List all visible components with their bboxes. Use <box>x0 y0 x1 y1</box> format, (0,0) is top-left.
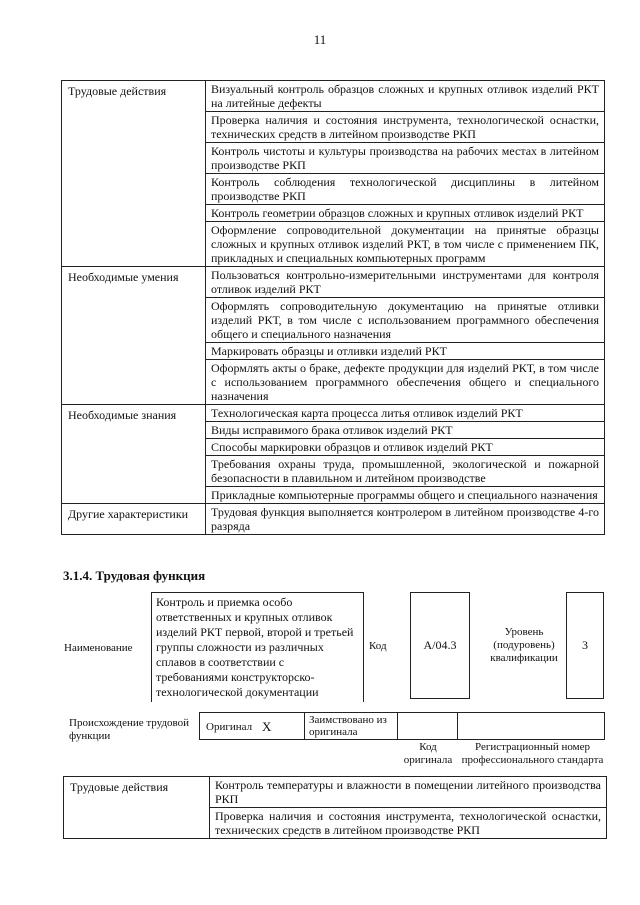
origin-row <box>199 712 605 740</box>
function-name-box: Контроль и приемка особо ответственных и крупных отливок изделий РКТ первой, второй и третьей группы сложности из различных сплавов в соответствии с требованиями конструкторско-технологической документации <box>151 592 364 702</box>
labor-function-table <box>61 80 605 535</box>
table-row <box>62 267 605 405</box>
table-row <box>62 504 605 535</box>
labor-function-table-2 <box>63 776 607 839</box>
row-label: Трудовые действия <box>70 780 169 794</box>
table-row <box>62 81 605 267</box>
code-value: A/04.3 <box>423 638 457 652</box>
list-item: Контроль температуры и влажности в помещении литейного производства РКП <box>210 777 606 808</box>
name-label: Наименование <box>64 642 133 654</box>
row-label: Другие характеристики <box>68 507 189 521</box>
list-item: Контроль геометрии образцов сложных и крупных отливок изделий РКТ <box>206 205 604 222</box>
list-item: Оформлять сопроводительную документацию на принятые отливки изделий РКТ, в том числе с использованием программного обеспечения общего и специального назначения <box>206 298 604 343</box>
list-item: Контроль соблюдения технологической дисциплины в литейном производстве РКП <box>206 174 604 205</box>
section-heading: 3.1.4. Трудовая функция <box>63 568 206 583</box>
row-label: Необходимые знания <box>68 408 177 422</box>
row-label: Необходимые умения <box>68 270 179 284</box>
list-item: Визуальный контроль образцов сложных и крупных отливок изделий РКТ на литейные дефекты <box>206 81 604 112</box>
table-row <box>64 777 607 839</box>
original-label: Оригинал <box>206 721 253 733</box>
list-item: Проверка наличия и состояния инструмента, технологической оснастки, технических средств в литейном производстве РКП <box>206 112 604 143</box>
origin-divider-1 <box>304 712 305 740</box>
borrowed-label: Заимствовано из оригинала <box>309 714 387 738</box>
list-item: Проверка наличия и состояния инструмента, технологической оснастки, технических средств в литейном производстве РКП <box>215 809 601 837</box>
original-mark: X <box>262 719 272 734</box>
list-item: Способы маркировки образцов и отливок изделий РКТ <box>206 439 604 456</box>
origin-divider-2 <box>397 712 398 740</box>
code-label: Код <box>369 640 387 652</box>
list-item: Трудовая функция выполняется контролером в литейном производстве 4-го разряда <box>211 505 599 533</box>
page-number: 11 <box>313 32 327 47</box>
reg-caption: Регистрационный номер профессионального стандарта <box>461 741 604 766</box>
row-label: Трудовые действия <box>68 84 167 98</box>
level-value: 3 <box>582 638 588 652</box>
origin-divider-3 <box>457 712 458 740</box>
list-item: Пользоваться контрольно-измерительными инструментами для контроля отливок изделий РКТ <box>206 267 604 298</box>
list-item: Прикладные компьютерные программы общего и специального назначения <box>211 488 598 502</box>
list-item: Маркировать образцы и отливки изделий РКТ <box>206 343 604 360</box>
table-row <box>62 405 605 504</box>
code-caption: Код оригинала <box>403 741 453 766</box>
list-item: Контроль чистоты и культуры производства на рабочих местах в литейном производстве РКП <box>206 143 604 174</box>
list-item: Технологическая карта процесса литья отливок изделий РКТ <box>206 405 604 422</box>
list-item: Виды исправимого брака отливок изделий РКТ <box>206 422 604 439</box>
list-item: Оформление сопроводительной документации на принятые образцы сложных и крупных отливок изделий РКТ, в том числе с применением ПК, прикладных и специальных компьютерных программ <box>211 223 599 265</box>
list-item: Требования охраны труда, промышленной, экологической и пожарной безопасности в плавильном и литейном производстве <box>206 456 604 487</box>
list-item: Оформлять акты о браке, дефекте продукции для изделий РКТ, в том числе с использованием программного обеспечения общего и специального назначения <box>211 361 599 403</box>
level-label: Уровень (подуровень) квалификации <box>490 626 558 664</box>
origin-label: Происхождение трудовой функции <box>69 717 190 742</box>
